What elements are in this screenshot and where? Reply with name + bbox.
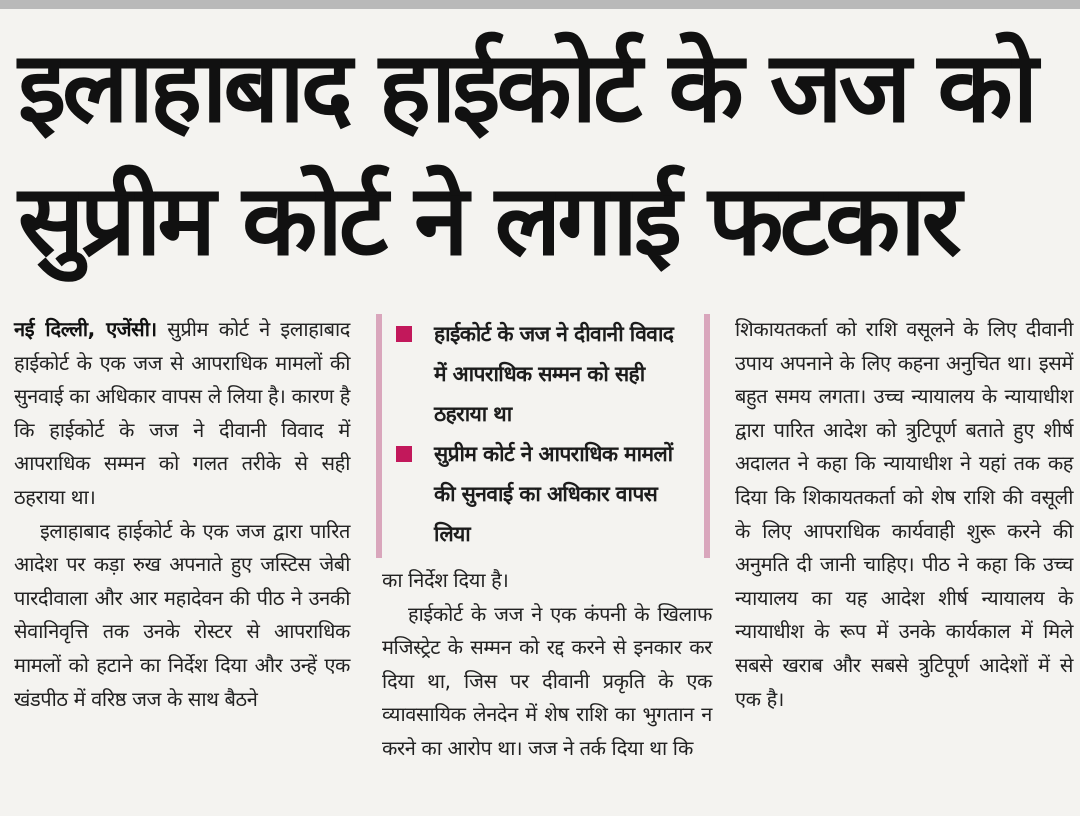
article-column-right [735,313,1073,716]
article-column-middle [382,564,712,766]
dateline: नई दिल्ली, एजेंसी। [14,317,157,341]
headline [18,22,1068,288]
highlight-box [376,314,710,558]
article-paragraph-2: इलाहाबाद हाईकोर्ट के एक जज द्वारा पारित आदेश पर कड़ा रुख अपनाते हुए जस्टिस जेबी पारदीवाला और आर महादेवन की पीठ ने उनकी सेवानिवृत्ति तक उनके रोस्टर से आपराधिक मामलों को हटाने का निर्देश दिया और उन्हें एक खंडपीठ में वरिष्ठ जज के साथ बैठने [14,518,350,711]
article-paragraph-3-continued: शिकायतकर्ता को राशि वसूलने के लिए दीवानी उपाय अपनाने के लिए कहना अनुचित था। इसमें बहुत समय लगता। उच्च न्यायालय के न्यायाधीश द्वारा पारित आदेश को त्रुटिपूर्ण बताते हुए शीर्ष अदालत ने कहा कि न्यायाधीश ने यहां तक कह दिया कि शिकायतकर्ता को शेष राशि की वसूली के लिए आपराधिक कार्यवाही शुरू करने की अनुमति दी जानी चाहिए। पीठ ने कहा कि उच्च न्यायालय का यह आदेश शीर्ष न्यायालय के न्यायाधीश के रूप में उनके कार्यकाल में मिले सबसे खराब और सबसे त्रुटिपूर्ण आदेशों में से एक है। [735,317,1073,711]
highlight-item-2 [398,434,688,554]
highlight-rule-left [376,314,382,558]
headline-line-2: सुप्रीम कोर्ट ने लगाई फटकार [18,164,958,278]
paragraph-1-text: सुप्रीम कोर्ट ने इलाहाबाद हाईकोर्ट के एक जज से आपराधिक मामलों की सुनवाई का अधिकार वापस ले लिया है। कारण है कि हाईकोर्ट के जज ने दीवानी विवाद में आपराधिक सम्मन को गलत तरीके से सही ठहराया था। [14,317,351,509]
square-bullet-icon [396,446,412,462]
highlight-item-1 [398,314,688,434]
top-edge-strip [0,0,1080,9]
article-paragraph-2-continued: का निर्देश दिया है। [382,568,509,592]
article-paragraph-1 [14,313,350,515]
square-bullet-icon [396,326,412,342]
highlight-rule-right [704,314,710,558]
article-column-left [14,313,350,716]
headline-line-1: इलाहाबाद हाईकोर्ट के जज को [18,31,1035,145]
highlight-item-2-text: सुप्रीम कोर्ट ने आपराधिक मामलों की सुनवाई का अधिकार वापस लिया [434,442,673,546]
highlight-item-1-text: हाईकोर्ट के जज ने दीवानी विवाद में आपराधिक सम्मन को सही ठहराया था [434,322,674,426]
article-paragraph-3: हाईकोर्ट के जज ने एक कंपनी के खिलाफ मजिस्ट्रेट के सम्मन को रद्द करने से इनकार कर दिया था, जिस पर दीवानी प्रकृति के एक व्यावसायिक लेनदेन में शेष राशि का भुगतान न करने का आरोप था। जज ने तर्क दिया था कि [382,601,712,760]
